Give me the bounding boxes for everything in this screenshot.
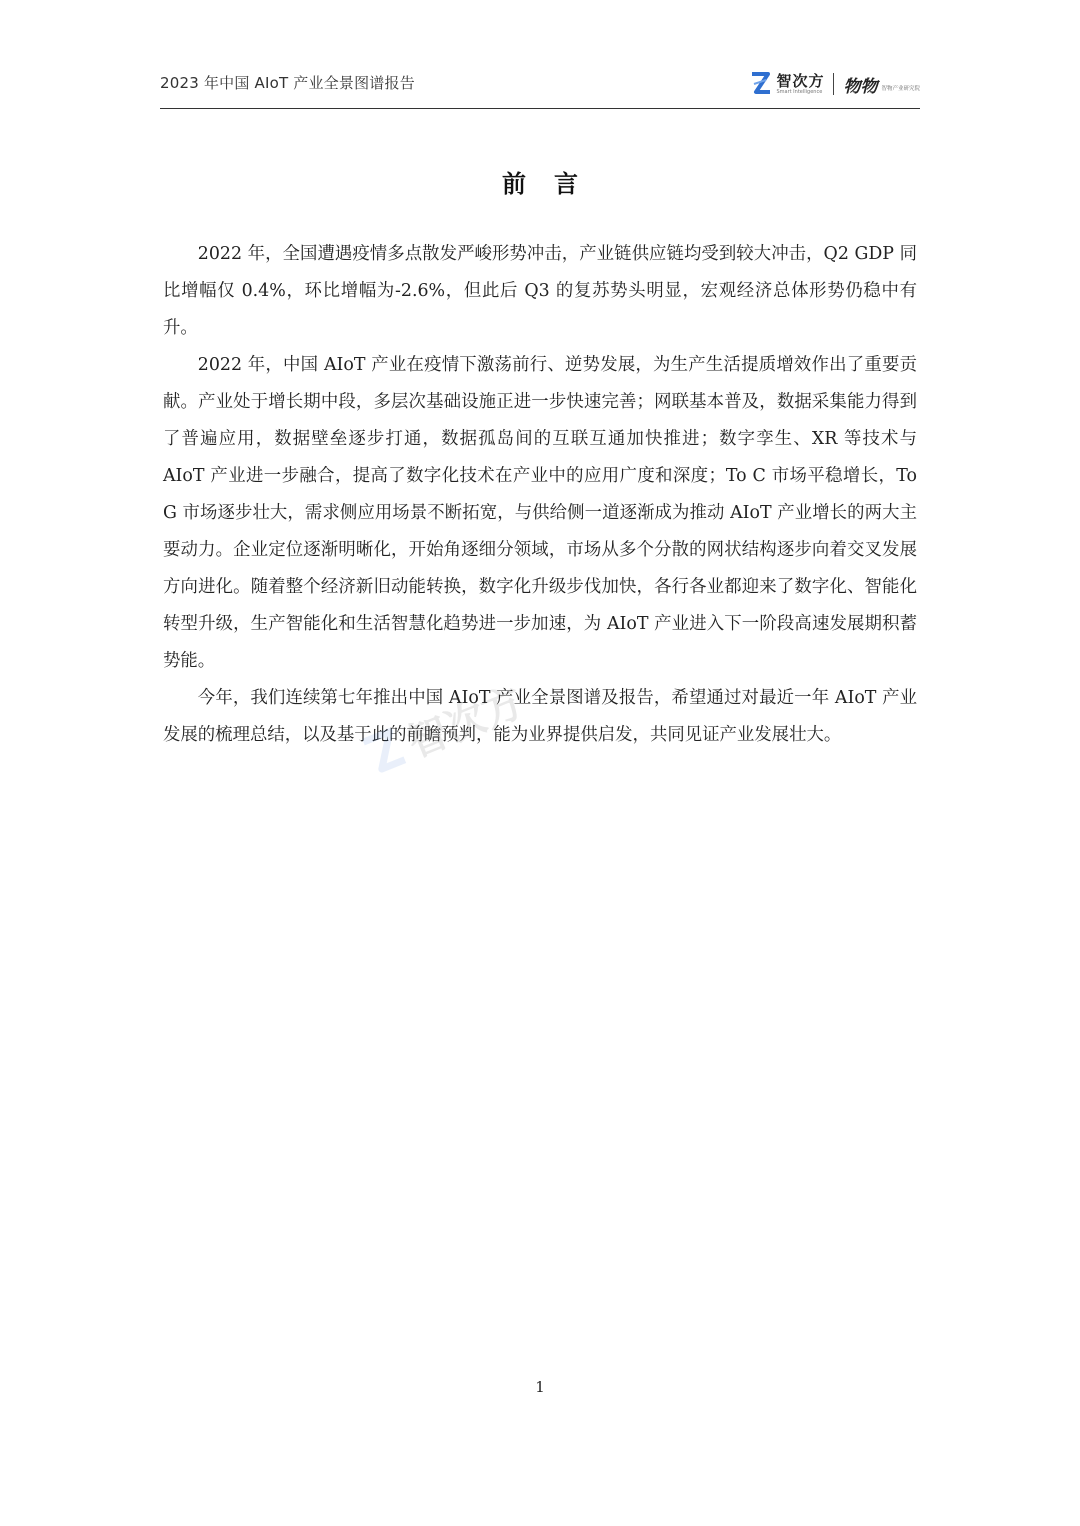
research-institute-logo [843,72,920,97]
logo-divider [833,73,834,95]
page-header [160,60,920,108]
research-institute-logo-mark: 物物 [843,76,878,97]
zhicifang-logo-mark-icon [750,71,772,97]
header-divider [160,108,920,109]
paragraph: 今年，我们连续第七年推出中国 AIoT 产业全景图谱及报告，希望通过对最近一年 AIoT 产业发展的梳理总结，以及基于此的前瞻预判，能为业界提供启发，共同见证产业发展壮大。 [163,688,917,745]
zhicifang-logo-text: 智次方 [776,71,825,90]
page-number: 1 [535,1378,545,1396]
zhicifang-logo-subtext: Smart Intelligence [776,88,823,95]
zhicifang-logo [750,71,824,97]
report-title: 2023 年中国 AIoT 产业全景图谱报告 [160,74,415,92]
paragraph: 2022 年，全国遭遇疫情多点散发严峻形势冲击，产业链供应链均受到较大冲击，Q2 GDP 同比增幅仅 0.4%，环比增幅为-2.6%，但此后 Q3 的复苏势头明显，宏观经济总体形势仍稳中有升。 [163,244,917,338]
research-institute-logo-subtext: 智物产业研究院 [881,86,920,92]
paragraph: 2022 年，中国 AIoT 产业在疫情下激荡前行、逆势发展，为生产生活提质增效作出了重要贡献。产业处于增长期中段，多层次基础设施正进一步快速完善；网联基本普及，数据采集能力得到了普遍应用，数据壁垒逐步打通，数据孤岛间的互联互通加快推进；数字孪生、XR 等技术与 AIoT 产业进一步融合，提高了数字化技术在产业中的应用广度和深度；To C 市场平稳增长，To G 市场逐步壮大，需求侧应用场景不断拓宽，与供给侧一道逐渐成为推动 AIoT 产业增长的两大主要动力。企业定位逐渐明晰化，开始角逐细分领域，市场从多个分散的网状结构逐步向着交叉发展方向进化。随着整个经济新旧动能转换，数字化升级步伐加快，各行各业都迎来了数字化、智能化转型升级，生产智能化和生活智慧化趋势进一步加速，为 AIoT 产业进入下一阶段高速发展期积蓄势能。 [163,355,917,671]
watermark-text: 智次方 [401,679,530,767]
body-text [163,236,917,754]
section-heading: 前言 [502,169,606,198]
logo-group [750,66,920,102]
